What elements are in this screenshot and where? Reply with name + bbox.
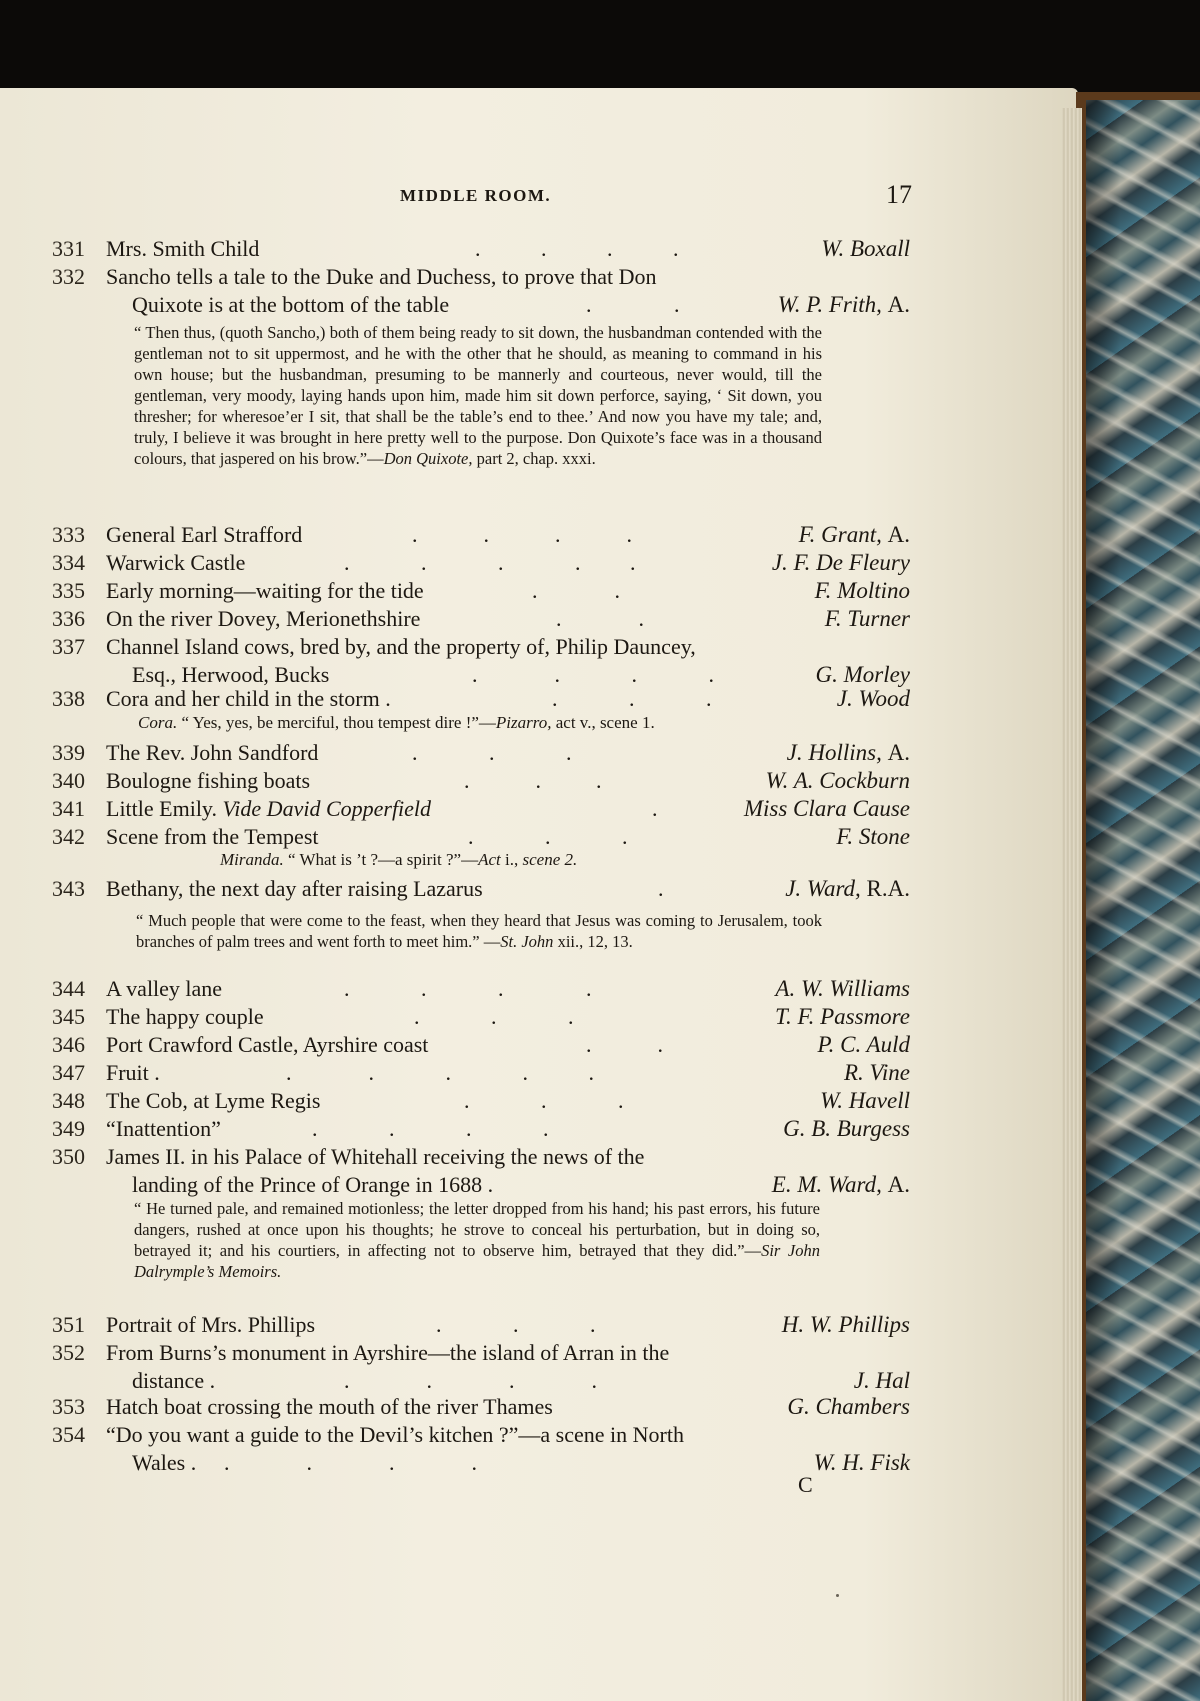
entry-title: Fruit . (106, 1060, 160, 1085)
entry-number: 335 (52, 578, 85, 603)
entry-title: Sancho tells a tale to the Duke and Duchess, to prove that Don (106, 264, 657, 289)
entry-title: Cora and her child in the storm . (106, 686, 391, 711)
entry-number: 342 (52, 824, 85, 849)
quote-pizarro: Cora. “ Yes, yes, be merciful, thou tempest dire !”—Pizarro, act v., scene 1. (138, 713, 655, 732)
entry-title: distance . (132, 1368, 216, 1393)
leader-dots: . . . . (475, 236, 679, 261)
leader-dots: . . . . (472, 662, 714, 687)
entry-title: Early morning—waiting for the tide (106, 578, 424, 603)
entry-number: 346 (52, 1032, 85, 1057)
academy-rank: A. (887, 740, 910, 765)
entry-title: From Burns’s monument in Ayrshire—the island of Arran in the (106, 1340, 670, 1365)
artist-name: W. A. Cockburn (765, 768, 910, 793)
entry-number: 345 (52, 1004, 85, 1029)
quote-don-quixote: “ Then thus, (quoth Sancho,) both of them being ready to sit down, the husbandman contended with the gentleman not to sit uppermost, and he with the other that he should, as meaning to command in his own house; but the husbandman, presuming to be mannerly and courteous, never would, till the gentleman, very moody, laying hands upon him, made him sit down perforce, saying, ‘ Sit down, you thresher; for wheresoe’er I sit, that shall be the table’s end to thee.’ And now you have my tale; and, truly, I believe it was brought in here pretty well to the purpose. Don Quixote’s face was in a thousand colours, that jaspered on his brow.”—Don Quixote, part 2, chap. xxxi. (134, 323, 822, 468)
artist-name: F. Turner (824, 606, 910, 631)
artist-name: E. M. Ward, A. (771, 1172, 910, 1197)
artist-name: H. W. Phillips (781, 1312, 910, 1337)
artist-name: J. Hal (853, 1368, 910, 1393)
page-number: 17 (886, 180, 912, 209)
entry-title: Scene from the Tempest (106, 824, 319, 849)
entry-title: Port Crawford Castle, Ayrshire coast (106, 1032, 429, 1057)
artist-name: J. Wood (836, 686, 910, 711)
entry-title: “Inattention” (106, 1116, 221, 1141)
leader-dots: . . . . (224, 1450, 477, 1475)
artist-name: T. F. Passmore (774, 1004, 910, 1029)
entry-number: 331 (52, 236, 85, 261)
leader-dots: . . (556, 606, 644, 631)
academy-rank: A. (887, 292, 910, 317)
entry-number: 352 (52, 1340, 85, 1365)
entry-title: Portrait of Mrs. Phillips (106, 1312, 316, 1337)
entry-number: 338 (52, 686, 85, 711)
entry-number: 353 (52, 1394, 85, 1419)
leader-dots: . . (532, 578, 620, 603)
artist-name: J. Ward, R.A. (785, 876, 910, 901)
academy-rank: A. (887, 1172, 910, 1197)
entry-number: 351 (52, 1312, 85, 1337)
leader-dots: . . (586, 1032, 663, 1057)
artist-name: R. Vine (844, 1060, 910, 1085)
entry-title: Quixote is at the bottom of the table (132, 292, 450, 317)
artist-name: W. P. Frith, A. (777, 292, 910, 317)
entry-number: 334 (52, 550, 85, 575)
entry-title: General Earl Strafford (106, 522, 303, 547)
artist-name: G. B. Burgess (783, 1116, 910, 1141)
leader-dots: . . . . (344, 976, 592, 1001)
artist-name: J. F. De Fleury (771, 550, 910, 575)
entry-title: Esq., Herwood, Bucks (132, 662, 330, 687)
leader-dots: . . . (468, 824, 628, 849)
leader-dots: . . . . (344, 1368, 597, 1393)
page-edges (1062, 108, 1082, 1701)
leader-dots: . . . (436, 1312, 596, 1337)
leader-dots: . (658, 876, 664, 901)
entry-number: 343 (52, 876, 85, 901)
leader-dots: . (652, 796, 658, 821)
entry-title: Bethany, the next day after raising Lazarus (106, 876, 483, 901)
leader-dots: . . . (464, 768, 602, 793)
artist-name: F. Stone (836, 824, 910, 849)
leader-dots: . . . (412, 740, 572, 765)
entry-number: 344 (52, 976, 85, 1001)
artist-name: G. Morley (815, 662, 910, 687)
artist-name: F. Moltino (814, 578, 910, 603)
entry-title: James II. in his Palace of Whitehall receiving the news of the (106, 1144, 645, 1169)
leader-dots: . . . . . (286, 1060, 594, 1085)
artist-name: W. H. Fisk (813, 1450, 910, 1475)
leader-dots: . . . (464, 1088, 624, 1113)
entry-number: 350 (52, 1144, 85, 1169)
entry-number: 349 (52, 1116, 85, 1141)
entry-number: 340 (52, 768, 85, 793)
entry-title: landing of the Prince of Orange in 1688 . (132, 1172, 494, 1197)
entry-number: 347 (52, 1060, 85, 1085)
quote-tempest: Miranda. “ What is ’t ?—a spirit ?”—Act i., scene 2. (220, 850, 578, 869)
artist-name: G. Chambers (787, 1394, 910, 1419)
entry-number: 332 (52, 264, 85, 289)
entry-title: Little Emily. Vide David Copperfield (106, 796, 432, 821)
artist-name: W. Boxall (821, 236, 910, 261)
quote-dalrymple: “ He turned pale, and remained motionless; the letter dropped from his hand; his past errors, his future dangers, rushed at once upon his thoughts; he strove to conceal his perturbation, but in doing so, betrayed it; and his courtiers, in affecting not to observe him, betrayed that they did.”—Sir John Dalrymple’s Memoirs. (134, 1199, 820, 1281)
entry-title: Channel Island cows, bred by, and the property of, Philip Dauncey, (106, 634, 696, 659)
running-header: MIDDLE ROOM. (400, 186, 552, 205)
artist-name: W. Havell (820, 1088, 910, 1113)
leader-dots: . . . . (312, 1116, 549, 1141)
entry-title: Wales . (132, 1450, 197, 1475)
entry-title: A valley lane (106, 976, 223, 1001)
academy-rank: R.A. (866, 876, 910, 901)
entry-number: 333 (52, 522, 85, 547)
entry-title: Boulogne fishing boats (106, 768, 311, 793)
leader-dots: . . . . . (344, 550, 636, 575)
entry-number: 337 (52, 634, 85, 659)
entry-title: The happy couple (106, 1004, 264, 1029)
artist-name: P. C. Auld (817, 1032, 910, 1057)
entry-title: Hatch boat crossing the mouth of the river Thames (106, 1394, 553, 1419)
entry-title: The Cob, at Lyme Regis (106, 1088, 321, 1113)
artist-name: J. Hollins, A. (786, 740, 910, 765)
entry-number: 348 (52, 1088, 85, 1113)
entry-title: On the river Dovey, Merionethshire (106, 606, 421, 631)
leader-dots: . . . (552, 686, 712, 711)
entry-number: 336 (52, 606, 85, 631)
entry-title: Mrs. Smith Child (106, 236, 260, 261)
artist-name: F. Grant, A. (798, 522, 910, 547)
quote-st-john: “ Much people that were come to the feast, when they heard that Jesus was coming to Jerusalem, took branches of palm trees and went forth to meet him.” —St. John xii., 12, 13. (136, 911, 822, 951)
entry-title: Warwick Castle (106, 550, 246, 575)
artist-name: A. W. Williams (775, 976, 910, 1001)
leader-dots: . . . . (412, 522, 632, 547)
entry-number: 339 (52, 740, 85, 765)
academy-rank: A. (887, 522, 910, 547)
entry-number: 354 (52, 1422, 85, 1447)
leader-dots: . . (586, 292, 680, 317)
entry-title: The Rev. John Sandford (106, 740, 319, 765)
entry-title: “Do you want a guide to the Devil’s kitchen ?”—a scene in North (106, 1422, 684, 1447)
entry-number: 341 (52, 796, 85, 821)
artist-name: Miss Clara Cause (743, 796, 910, 821)
leader-dots: . . . (414, 1004, 574, 1029)
signature-mark: C (798, 1472, 813, 1497)
